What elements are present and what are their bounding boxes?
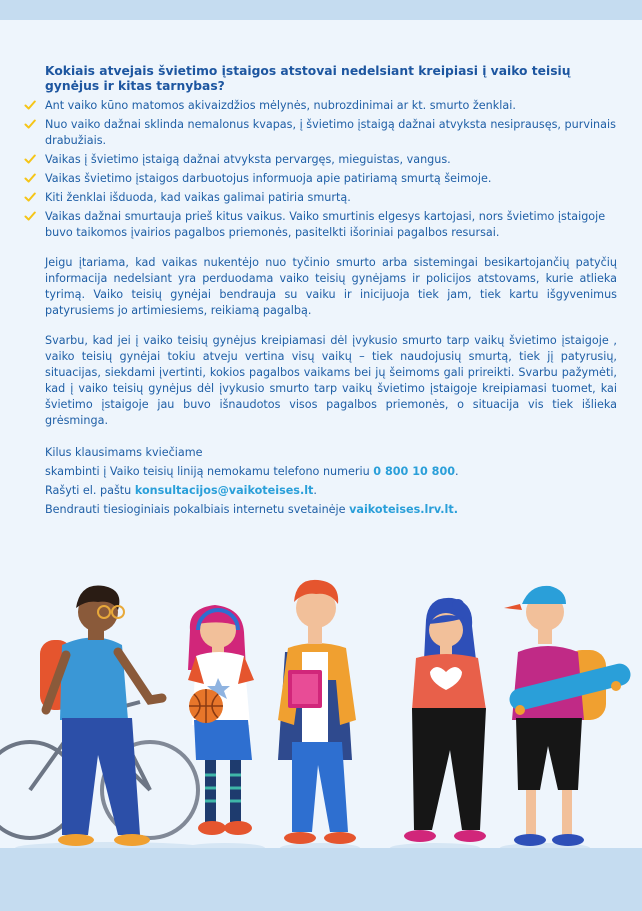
basketball-icon	[189, 689, 223, 723]
child-with-bicycle	[40, 585, 162, 846]
list-item	[45, 171, 617, 187]
content-area	[45, 64, 617, 519]
web-prefix: Bendrauti tiesioginiais pokalbiais internetu svetainėje	[45, 503, 350, 516]
list-item	[45, 209, 617, 241]
list-item	[45, 190, 617, 206]
checkmark-icon	[24, 191, 36, 203]
list-item-text: Vaikas dažnai smurtauja prieš kitus vaikus. Vaiko smurtinis elgesys kartojasi, nors švietimo įstaigoje buvo taikomos įvairios pagalbos priemonės, pasitelkti išoriniai pagalbos resursai.	[45, 210, 606, 239]
email-prefix: Rašyti el. paštu	[45, 484, 135, 497]
checkmark-icon	[24, 153, 36, 165]
website-link[interactable]: vaikoteises.lrv.lt.	[349, 503, 458, 516]
checkmark-icon	[24, 172, 36, 184]
contact-email-line	[45, 481, 617, 500]
list-item-text: Vaikas į švietimo įstaigą dažnai atvyksta pervargęs, mieguistas, vangus.	[45, 153, 451, 166]
email-link[interactable]: konsultacijos@vaikoteises.lt	[134, 484, 314, 497]
phone-number[interactable]: 0 800 10 800	[373, 465, 456, 478]
paragraph-investigation: Jeigu įtariama, kad vaikas nukentėjo nuo tyčinio smurto arba sistemingai besikartojančių patyčių informacija nedelsiant yra perduodama vaiko teisių gynėjams ir policijos atstovams, kurie atlieka tyrimą. Vaiko teisių gynėjai bendrauja su vaiku ir inicijuoja tiek jam, tiek kartu išgyvenimus patyrusiems jo artimiesiems, reikiamą pagalbą.	[45, 256, 617, 317]
top-band	[0, 0, 642, 20]
list-item-text: Nuo vaiko dažnai sklinda nemalonus kvapas, į švietimo įstaigą dažnai atvyksta nesiprausęs, purvinais drabužiais.	[45, 118, 616, 147]
list-item	[45, 152, 617, 168]
contact-phone-line	[45, 462, 617, 481]
list-item-text: Ant vaiko kūno matomos akivaizdžios mėlynės, nubrozdinimai ar kt. smurto ženklai.	[45, 99, 516, 112]
children-illustration	[0, 560, 642, 860]
phone-prefix: skambinti į Vaiko teisių liniją nemokamu telefono numeriu	[45, 465, 374, 478]
book-icon	[288, 670, 322, 708]
child-with-heart-shirt	[404, 598, 486, 842]
checkmark-icon	[24, 99, 36, 111]
checkmark-icon	[24, 118, 36, 130]
phone-suffix: .	[455, 465, 459, 478]
list-item	[45, 98, 617, 114]
list-item-text: Kiti ženklai išduoda, kad vaikas galimai patiria smurtą.	[45, 191, 351, 204]
email-suffix: .	[313, 484, 317, 497]
child-with-book	[278, 580, 356, 844]
contact-block	[45, 443, 617, 519]
section-heading: Kokiais atvejais švietimo įstaigos atstovai nedelsiant kreipiasi į vaiko teisių gynėjus ir kitas tarnybas?	[45, 64, 571, 93]
signs-list	[45, 98, 617, 241]
list-item-text: Vaikas švietimo įstaigos darbuotojus informuoja apie patiriamą smurtą šeimoje.	[45, 172, 492, 185]
contact-web-line	[45, 500, 617, 519]
contact-intro: Kilus klausimams kviečiame	[45, 446, 203, 459]
list-item	[45, 117, 617, 149]
child-with-skateboard	[504, 586, 633, 846]
paragraph-assessment: Svarbu, kad jei į vaiko teisių gynėjus kreipiamasi dėl įvykusio smurto tarp vaikų švietimo įstaigoje , vaiko teisių gynėjai tokiu atveju vertina visų vaikų – tiek naudojusių smurtą, tiek jį patyrusių, situacijas, siekdami įvertinti, kokios pagalbos vaikams bei jų šeimoms gali prireikti. Svarbu pažymėti, kad į vaiko teisių gynėjus dėl įvykusio smurto tarp vaikų švietimo įstaigoje kreipiamasi tuomet, kai švietimo įstaigoje jau buvo išnaudotos visos pagalbos priemonės, o situacija vis tiek išlieka grėsminga.	[45, 334, 617, 427]
checkmark-icon	[24, 210, 36, 222]
bottom-band	[0, 848, 642, 911]
